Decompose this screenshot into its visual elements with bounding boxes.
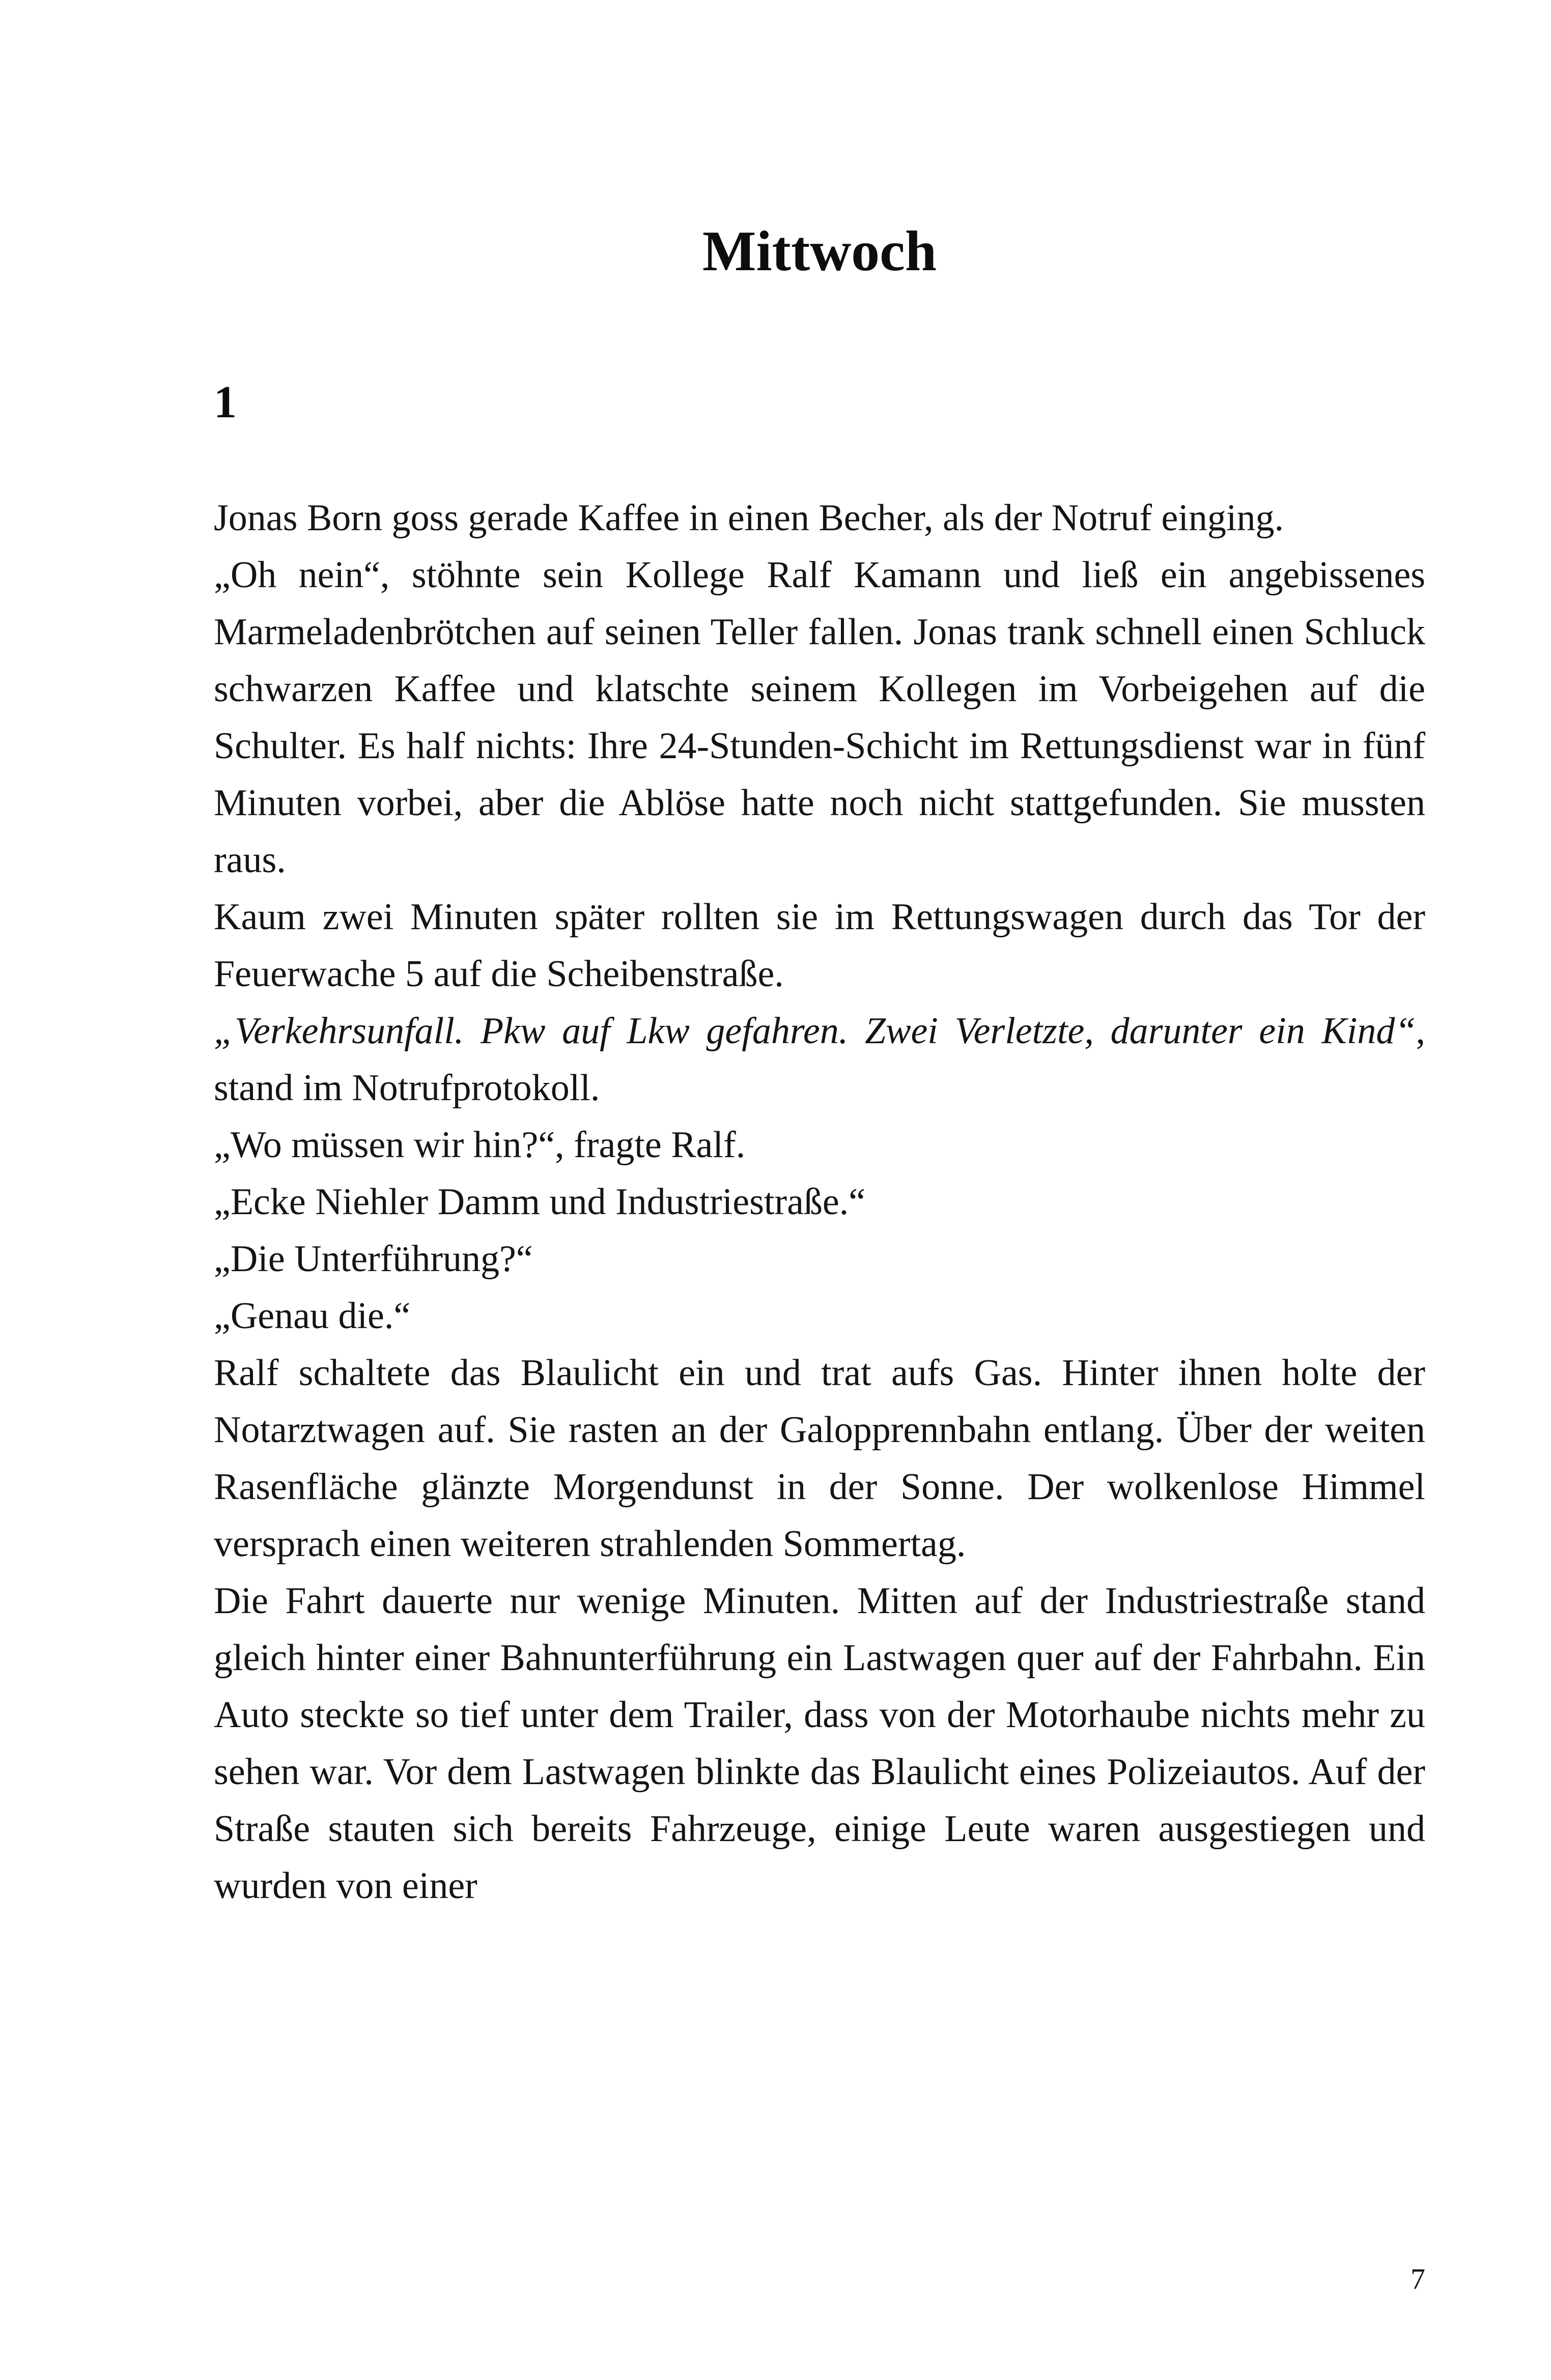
paragraph (214, 1230, 1425, 1287)
text-run: Kaum zwei Minuten später rollten sie im Rettungswagen durch das Tor der Feuerwache 5 auf die Scheibenstraße. (214, 896, 1425, 995)
text-column (214, 0, 1425, 1914)
paragraph (214, 1344, 1425, 1572)
text-run: Jonas Born goss gerade Kaffee in einen Becher, als der Notruf einging. (214, 497, 1284, 539)
paragraph (214, 547, 1425, 888)
text-run: Die Fahrt dauerte nur wenige Minuten. Mitten auf der Industriestraße stand gleich hinter einer Bahnunterführung ein Lastwagen quer auf der Fahrbahn. Ein Auto steckte so tief unter dem Trailer, dass von der Motorhaube nichts mehr zu sehen war. Vor dem Lastwagen blinkte das Blaulicht eines Polizeiautos. Auf der Straße stauten sich bereits Fahrzeuge, einige Leute waren ausgestiegen und wurden von einer (214, 1580, 1425, 1907)
text-run: , stand im Notrufprotokoll. (214, 1010, 1425, 1109)
paragraph (214, 1572, 1425, 1914)
paragraph (214, 1002, 1425, 1116)
chapter-title: Mittwoch (702, 220, 937, 283)
paragraph (214, 888, 1425, 1002)
paragraph (214, 1116, 1425, 1173)
text-run: „Ecke Niehler Damm und Industriestraße.“ (214, 1181, 866, 1223)
text-run: Ralf schaltete das Blaulicht ein und trat aufs Gas. Hinter ihnen holte der Notarztwagen auf. Sie rasten an der Galopprennbahn entlang. Über der weiten Rasenfläche glänzte Morgendunst in der Sonne. Der wolkenlose Himmel versprach einen weiteren strahlenden Sommertag. (214, 1352, 1425, 1565)
text-run: „Wo müssen wir hin?“, fragte Ralf. (214, 1124, 746, 1166)
italic-run: „Verkehrsunfall. Pkw auf Lkw gefahren. Zwei Verletzte, darunter ein Kind“ (214, 1010, 1416, 1052)
text-run: „Die Unterführung?“ (214, 1238, 533, 1280)
paragraph (214, 1173, 1425, 1230)
paragraph (214, 490, 1425, 547)
chapter-number: 1 (214, 377, 237, 427)
text-run: „Oh nein“, stöhnte sein Kollege Ralf Kamann und ließ ein angebissenes Marmeladenbrötchen auf seinen Teller fallen. Jonas trank schnell einen Schluck schwarzen Kaffee und klatschte seinem Kollegen im Vorbeigehen auf die Schulter. Es half nichts: Ihre 24-Stunden-Schicht im Rettungsdienst war in fünf Minuten vorbei, aber die Ablöse hatte noch nicht stattgefunden. Sie mussten raus. (214, 554, 1425, 881)
page-number: 7 (1411, 2262, 1425, 2296)
text-run: „Genau die.“ (214, 1295, 411, 1337)
body-text (214, 490, 1425, 1914)
paragraph (214, 1287, 1425, 1344)
